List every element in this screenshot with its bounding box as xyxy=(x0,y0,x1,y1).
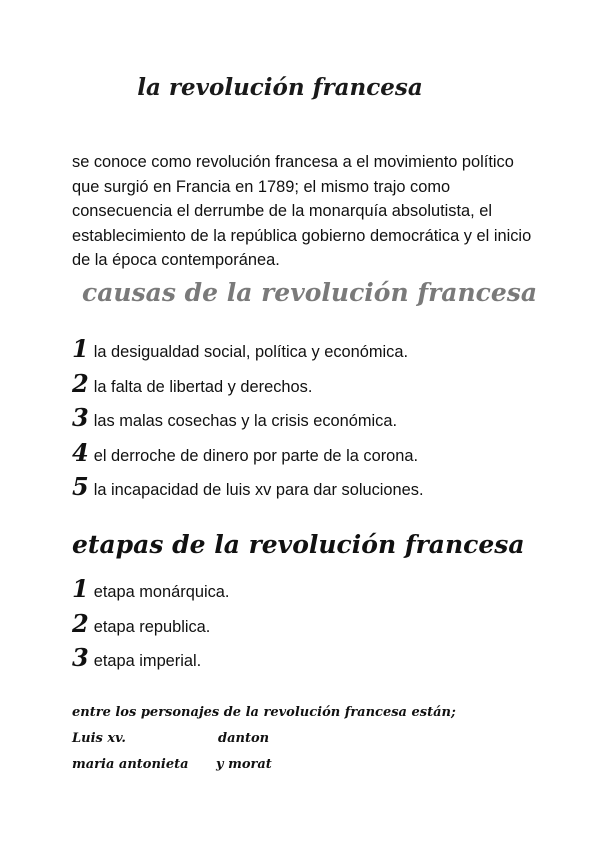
item-text: etapa republica. xyxy=(93,617,211,636)
etapas-list xyxy=(72,574,229,678)
item-text: etapa monárquica. xyxy=(93,583,230,601)
personaje-name: y morat xyxy=(216,757,272,772)
item-number: 5 xyxy=(72,472,89,502)
intro-paragraph: se conoce como revolución francesa a el movimiento político que surgió en Francia en 1789; el mismo trajo como consecuencia el derrumbe de la monarquía absolutista, el establecimiento de la república gobierno democrática y el inicio de la época contemporánea. xyxy=(72,153,532,269)
item-number: 2 xyxy=(72,368,89,398)
item-text: la incapacidad de luis xv para dar soluciones. xyxy=(93,481,424,500)
list-item xyxy=(72,472,424,507)
item-number: 4 xyxy=(72,437,89,467)
item-number: 1 xyxy=(72,574,89,603)
item-text: las malas cosechas y la crisis económica. xyxy=(93,412,398,431)
list-item xyxy=(72,334,424,369)
item-number: 2 xyxy=(72,608,89,638)
item-number: 3 xyxy=(72,403,89,433)
list-item xyxy=(72,609,229,644)
list-item xyxy=(72,403,424,438)
item-text: el derroche de dinero por parte de la corona. xyxy=(93,446,419,465)
page-title: la revolución francesa xyxy=(137,74,423,101)
personaje-name: danton xyxy=(218,731,270,746)
item-text: la desigualdad social, política y económica. xyxy=(93,343,409,361)
personaje-name: maria antonieta xyxy=(72,757,189,772)
item-number: 1 xyxy=(72,334,89,363)
item-text: etapa imperial. xyxy=(93,652,202,671)
personajes-heading: entre los personajes de la revolución francesa están; xyxy=(72,705,456,720)
list-item xyxy=(72,643,229,678)
causas-list xyxy=(72,334,424,507)
etapas-heading: etapas de la revolución francesa xyxy=(72,530,525,559)
list-item xyxy=(72,369,424,404)
personaje-name: Luis xv. xyxy=(72,731,126,746)
item-number: 3 xyxy=(72,643,89,673)
item-text: la falta de libertad y derechos. xyxy=(93,377,313,396)
list-item xyxy=(72,574,229,609)
causas-heading: causas de la revolución francesa xyxy=(82,278,538,307)
list-item xyxy=(72,438,424,473)
